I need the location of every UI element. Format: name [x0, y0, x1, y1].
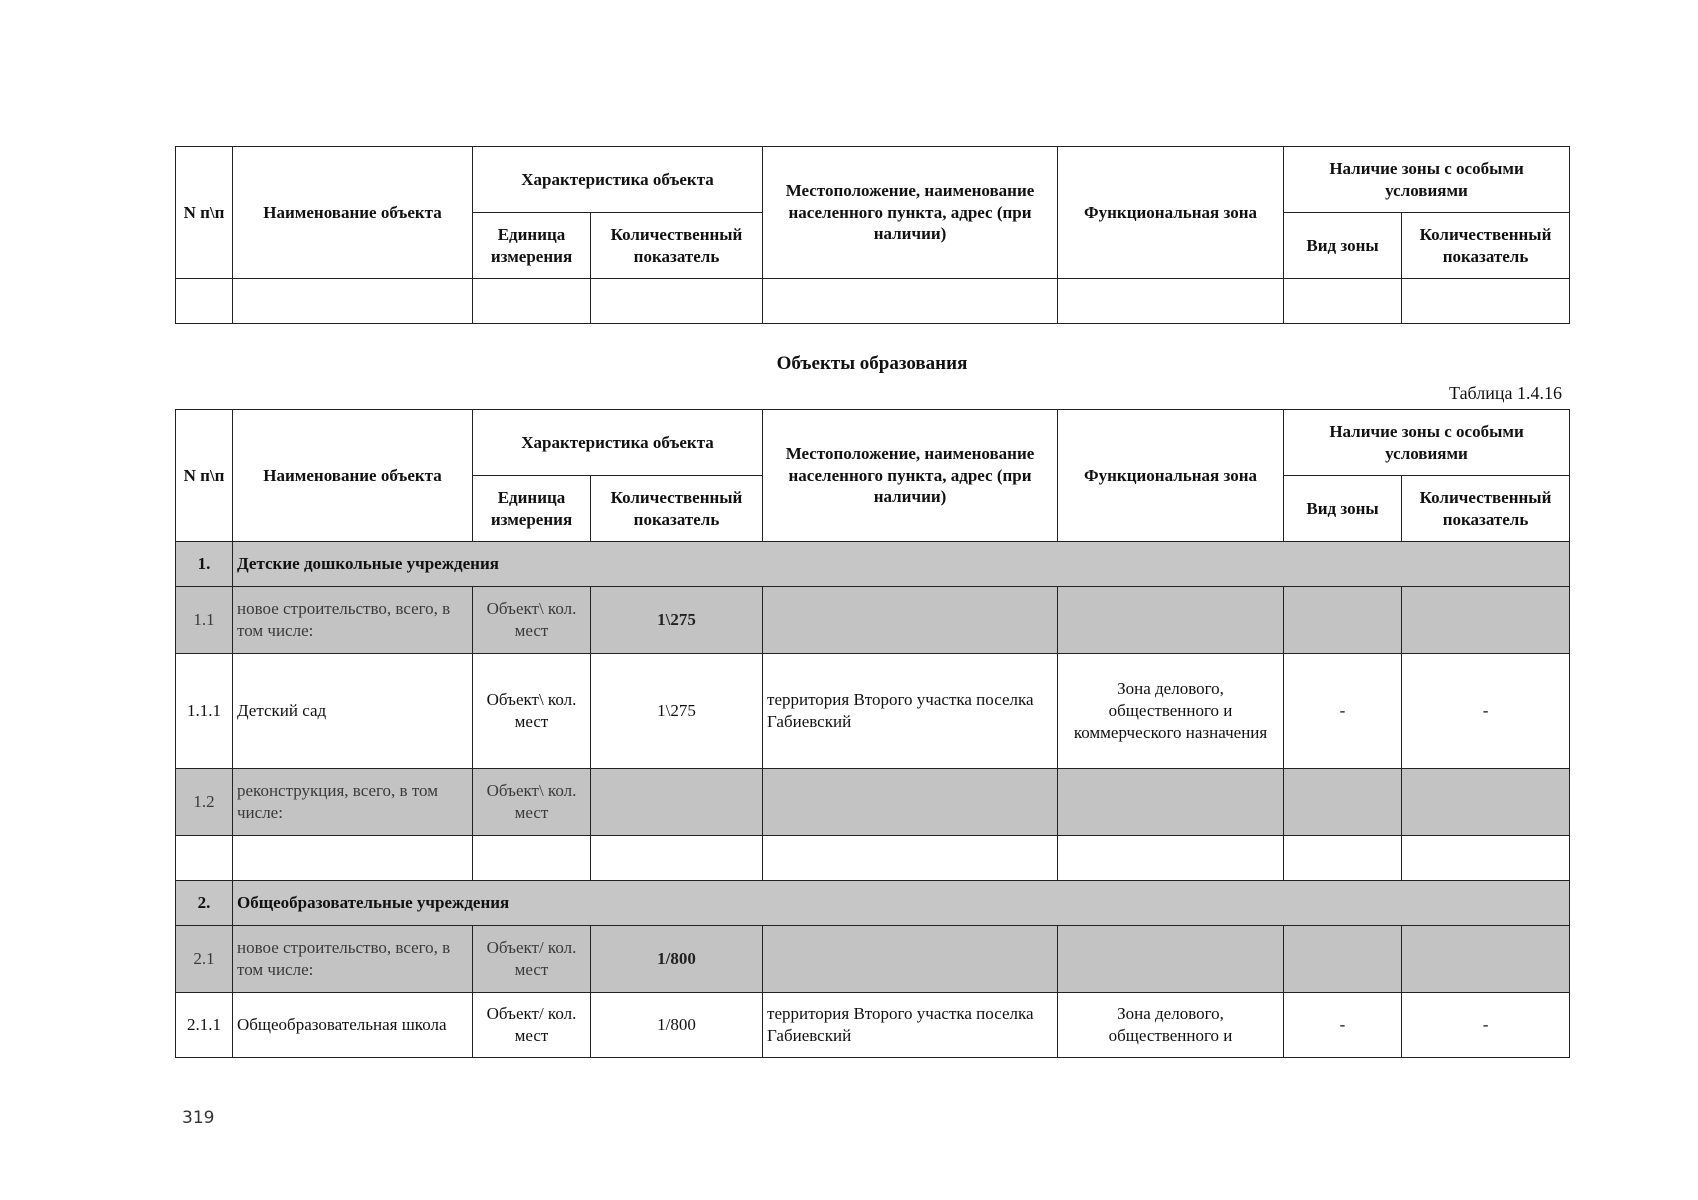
- row-quantity: 1/800: [591, 926, 763, 993]
- header-zone-quantity: Количественный показатель: [1402, 476, 1570, 542]
- education-objects-table: [175, 409, 1570, 1058]
- header-characteristics: Характеристика объекта: [473, 147, 763, 213]
- row-zone-type: [1284, 587, 1402, 654]
- row-quantity: 1\275: [591, 587, 763, 654]
- row-zone-quantity: -: [1402, 654, 1570, 769]
- row-location: [763, 926, 1058, 993]
- header-num: N п\п: [176, 147, 233, 279]
- row-location: территория Второго участка поселка Габиевский: [763, 993, 1058, 1058]
- row-func-zone: Зона делового, общественного и коммерческого назначения: [1058, 654, 1284, 769]
- row-name: реконструкция, всего, в том числе:: [233, 769, 473, 836]
- header-zone-quantity: Количественный показатель: [1402, 213, 1570, 279]
- header-zone-type: Вид зоны: [1284, 213, 1402, 279]
- header-quantity: Количественный показатель: [591, 476, 763, 542]
- subtotal-row: [176, 769, 1570, 836]
- row-zone-type: [1284, 769, 1402, 836]
- table-row: [176, 654, 1570, 769]
- row-zone-quantity: [1402, 926, 1570, 993]
- row-num: 2.1: [176, 926, 233, 993]
- header-func-zone: Функциональная зона: [1058, 147, 1284, 279]
- row-num: 1.: [176, 542, 233, 587]
- header-name: Наименование объекта: [233, 147, 473, 279]
- row-num: 1.1.1: [176, 654, 233, 769]
- header-quantity: Количественный показатель: [591, 213, 763, 279]
- row-num: 2.: [176, 881, 233, 926]
- subtotal-row: [176, 587, 1570, 654]
- row-name: Детский сад: [233, 654, 473, 769]
- row-func-zone: [1058, 926, 1284, 993]
- row-zone-quantity: -: [1402, 993, 1570, 1058]
- empty-row: [176, 279, 1570, 324]
- row-location: [763, 769, 1058, 836]
- row-location: территория Второго участка поселка Габиевский: [763, 654, 1058, 769]
- row-name: новое строительство, всего, в том числе:: [233, 587, 473, 654]
- section-row: [176, 881, 1570, 926]
- row-func-zone: [1058, 587, 1284, 654]
- header-unit: Единица измерения: [473, 476, 591, 542]
- row-num: 2.1.1: [176, 993, 233, 1058]
- row-zone-quantity: [1402, 587, 1570, 654]
- row-unit: Объект\ кол. мест: [473, 587, 591, 654]
- header-unit: Единица измерения: [473, 213, 591, 279]
- row-name: новое строительство, всего, в том числе:: [233, 926, 473, 993]
- page-number: 319: [182, 1108, 215, 1128]
- header-location: Местоположение, наименование населенного пункта, адрес (при наличии): [763, 410, 1058, 542]
- row-unit: Объект/ кол. мест: [473, 926, 591, 993]
- row-func-zone: [1058, 769, 1284, 836]
- top-header-table: [175, 146, 1570, 324]
- header-func-zone: Функциональная зона: [1058, 410, 1284, 542]
- table-row: [176, 993, 1570, 1058]
- section-title: Общеобразовательные учреждения: [233, 881, 1570, 926]
- header-zone-type: Вид зоны: [1284, 476, 1402, 542]
- row-num: 1.2: [176, 769, 233, 836]
- header-characteristics: Характеристика объекта: [473, 410, 763, 476]
- empty-row: [176, 836, 1570, 881]
- header-location: Местоположение, наименование населенного пункта, адрес (при наличии): [763, 147, 1058, 279]
- section-row: [176, 542, 1570, 587]
- row-quantity: 1\275: [591, 654, 763, 769]
- row-zone-quantity: [1402, 769, 1570, 836]
- table-number: Таблица 1.4.16: [1449, 383, 1562, 403]
- row-zone-type: -: [1284, 993, 1402, 1058]
- row-unit: Объект\ кол. мест: [473, 769, 591, 836]
- row-unit: Объект\ кол. мест: [473, 654, 591, 769]
- row-name: Общеобразовательная школа: [233, 993, 473, 1058]
- row-func-zone: Зона делового, общественного и: [1058, 993, 1284, 1058]
- table-caption: Объекты образования: [776, 353, 968, 374]
- header-special-zone: Наличие зоны с особыми условиями: [1284, 147, 1570, 213]
- row-location: [763, 587, 1058, 654]
- row-quantity: [591, 769, 763, 836]
- subtotal-row: [176, 926, 1570, 993]
- header-special-zone: Наличие зоны с особыми условиями: [1284, 410, 1570, 476]
- header-name: Наименование объекта: [233, 410, 473, 542]
- row-zone-type: [1284, 926, 1402, 993]
- row-num: 1.1: [176, 587, 233, 654]
- header-num: N п\п: [176, 410, 233, 542]
- row-zone-type: -: [1284, 654, 1402, 769]
- section-title: Детские дошкольные учреждения: [233, 542, 1570, 587]
- row-quantity: 1/800: [591, 993, 763, 1058]
- row-unit: Объект/ кол. мест: [473, 993, 591, 1058]
